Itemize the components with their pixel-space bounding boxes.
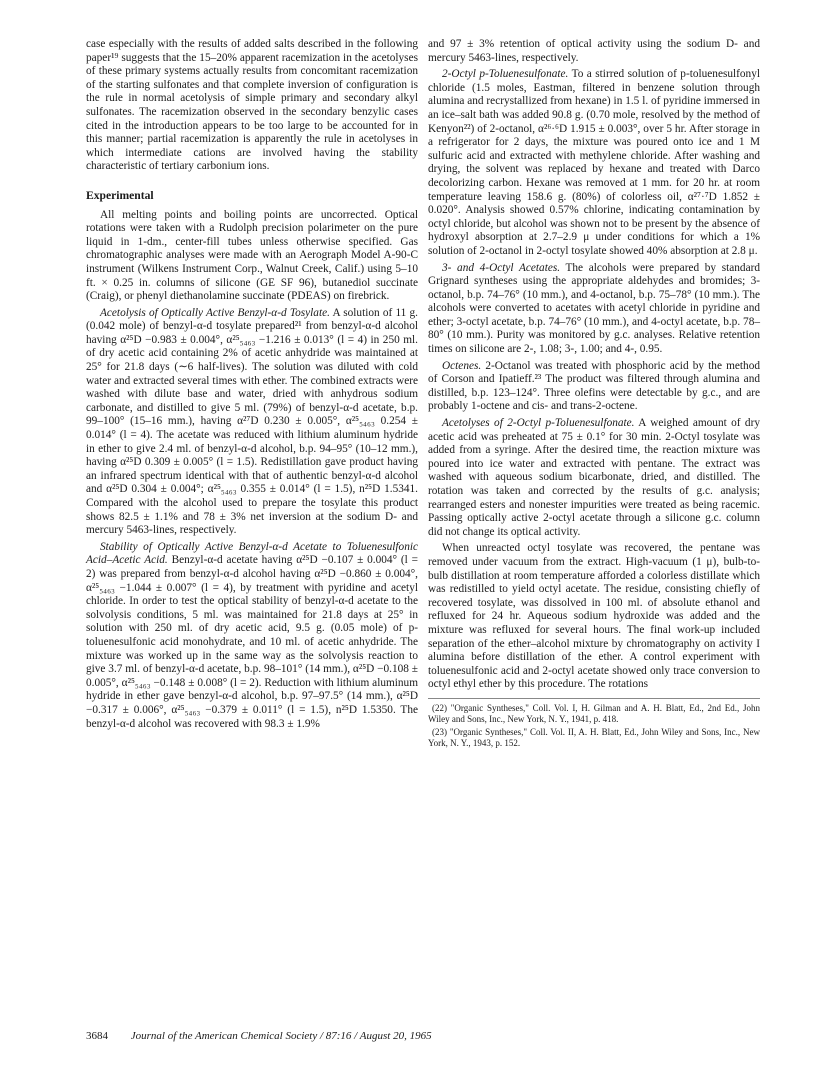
paragraph-body: A weighed amount of dry acetic acid was preheated at 75 ± 0.1° for 30 min. 2-Octyl tosylate was added from a syringe. After the desired time, the reaction mixture was poured into ice water and extracted with pentane. The extract was washed with aqueous sodium bicarbonate, dried, and distilled. The rotation was taken and corrected by the results of g.c. analysis; rearranged esters and nonester impurities were treated as being racemic. Passing optically active 2-octyl acetate through a silicone g.c. column did not change its optical activity. <box>428 417 760 538</box>
paragraph-body: Benzyl-α-d acetate having α²⁵D −0.107 ± 0.004° (l = 2) was prepared from benzyl-α-d alcohol having α²⁵D −0.860 ± 0.004°, α²⁵₅₄₆₃ −1.044 ± 0.007° (l = 4), by treatment with pyridine and acetyl chloride. In order to test the optical stability of benzyl-α-d acetate to the solvolysis conditions, 5 ml. was maintained for 21.8 days at 25° in solution with 250 ml. of dry acetic acid, 9.5 g. (0.05 mole) of p-toluenesulfonic acid monohydrate, and 10 ml. of acetic anhydride. The mixture was worked up in the same way as the solvolysis reaction to give 3.7 ml. of benzyl-α-d acetate, b.p. 98–101° (14 mm.), α²⁵D −0.108 ± 0.005°, α²⁵₅₄₆₃ −0.148 ± 0.008° (l = 2). Reduction with lithium aluminum hydride in ether gave benzyl-α-d alcohol, b.p. 97–97.5° (14 mm.), α²⁵D −0.317 ± 0.006°, α²⁵₅₄₆₃ −0.379 ± 0.011° (l = 1.5), n²⁵D 1.5350. The benzyl-α-d alcohol was recovered with 98.3 ± 1.9% <box>86 554 419 730</box>
acetolyses-paragraph <box>428 417 760 539</box>
page-footer <box>86 1030 432 1042</box>
run-in-heading: Stability of Optically Active Benzyl-α-d Acetate to Toluenesulfonic Acid–Acetic Acid. <box>86 540 418 567</box>
acetolysis-benzyl-paragraph <box>86 307 418 538</box>
octyl-tosylate-paragraph <box>428 68 760 258</box>
paragraph-body: 2-Octanol was treated with phosphoric acid by the method of Corson and Ipatieff.²³ The product was filtered through alumina and distilled, b.p. 123–124°. Three olefins were detectable by g.c., and are probably 1-octene and cis- and trans-2-octene. <box>428 359 760 413</box>
left-column <box>86 38 418 734</box>
journal-citation: Journal of the American Chemical Society / 87:16 / August 20, 1965 <box>130 1030 432 1042</box>
run-in-heading: Octenes. <box>442 359 482 372</box>
footnotes <box>428 698 760 748</box>
paragraph-body: A solution of 11 g. (0.042 mole) of benzyl-α-d tosylate prepared²¹ from benzyl-α-d alcohol having α²⁵D −0.983 ± 0.004°, α²⁵₅₄₆₃ −1.216 ± 0.013° (l = 4) in 250 ml. of dry acetic acid containing 2% of acetic anhydride was maintained at 25° for 21.8 days (∼6 half-lives). The solution was diluted with cold water and extracted several times with ether. The combined extracts were washed with dilute base and water, dried with anhydrous sodium carbonate, and distilled to give 5 ml. (79%) of benzyl-α-d acetate, b.p. 99–100° (15–16 mm.), having α²⁷D 0.230 ± 0.005°, α²⁵₅₄₆₃ 0.254 ± 0.014° (l = 4). The acetate was reduced with lithium aluminum hydride in ether to give 2.4 ml. of benzyl-α-d alcohol, b.p. 94–95° (10–12 mm.), having α²⁵D 0.309 ± 0.005° (l = 1.5). Redistillation gave product having an infrared spectrum identical with that of authentic benzyl-α-d alcohol and α²⁵D 0.304 ± 0.004°; α²⁵₅₄₆₃ 0.355 ± 0.014° (l = 1.5), n²⁵D 1.5341. Compared with the alcohol used to prepare the tosylate this product shows 82.5 ± 1.1% and 78 ± 3% net inversion at the sodium D- and mercury 5463-lines, respectively. <box>86 306 418 537</box>
recovery-paragraph: When unreacted octyl tosylate was recovered, the pentane was removed under vacuum from the extract. High-vacuum (1 μ), bulb-to-bulb distillation at room temperature afforded a colorless distillate which was redistilled to yield octyl acetate. The residue, consisting chiefly of recovered tosylate, was dissolved in 100 ml. of absolute ethanol and refluxed for 24 hr. Aqueous sodium hydroxide was added and the mixture was refluxed for several hours. The final work-up included separation of the ether–alcohol mixture by chromatography on activity I alumina before distillation of the ether. A control experiment with toluenesulfonic acid and 2-octyl acetate showed only trace conversion to octyl ethyl ether by this procedure. The rotations <box>428 542 760 691</box>
footnote-22: (22) "Organic Syntheses," Coll. Vol. I, H. Gilman and A. H. Blatt, Ed., 2nd Ed., John Wiley and Sons, Inc., New York, N. Y., 1941, p. 418. <box>428 702 760 724</box>
continuation-paragraph: and 97 ± 3% retention of optical activity using the sodium D- and mercury 5463-lines, respectively. <box>428 38 760 64</box>
stability-paragraph <box>86 541 418 731</box>
paragraph-body: The alcohols were prepared by standard Grignard syntheses using the appropriate aldehydes and bromides; 3-octanol, b.p. 74–76° (10 mm.), and 4-octanol, b.p. 75–78° (10 mm.). The alcohols were converted to acetates with acetyl chloride in pyridine and ether; 3-octyl acetate, b.p. 74–76° (10 mm.), and 4-octyl acetate, b.p. 78–80° (10 mm.). Purity was monitored by g.c. analyses. Relative retention times on silicone are 2-, 1.08; 3-, 1.00; and 4-, 0.95. <box>428 261 760 356</box>
run-in-heading: Acetolysis of Optically Active Benzyl-α-d Tosylate. <box>100 306 330 319</box>
run-in-heading: Acetolyses of 2-Octyl p-Toluenesulfonate. <box>442 417 635 430</box>
right-column <box>428 38 760 751</box>
general-methods-paragraph: All melting points and boiling points are uncorrected. Optical rotations were taken with a Rudolph precision polarimeter on the pure liquid in 1-dm., center-fill tubes unless otherwise specified. Gas chromatographic analyses were made with an Aerograph Model A-90-C instrument (Wilkens Instrument Corp., Walnut Creek, Calif.) using 5–10 ft. × 0.25 in. columns of silicone (GE SF 96), butanediol succinate (Craig), or phenyl diethanolamine succinate (PDEAS) on firebrick. <box>86 208 418 303</box>
intro-paragraph: case especially with the results of added salts described in the following paper¹⁹ suggests that the 15–20% apparent racemization in the acetolyses of these primary systems actually results from concomitant racemization of the starting sulfonates and that complete inversion of configuration is the rule in normal acetolysis of simple primary and secondary alkyl sulfonates. The racemization observed in the secondary benzylic cases cited in the introduction appears to be too large to be accounted for in this manner; partial racemization is apparently the rule in acetolyses in which intermediate cations are involved having the stability characteristic of tertiary carbonium ions. <box>86 38 418 173</box>
footnote-23: (23) "Organic Syntheses," Coll. Vol. II, A. H. Blatt, Ed., John Wiley and Sons, Inc., New York, N. Y., 1943, p. 152. <box>428 727 760 748</box>
experimental-heading: Experimental <box>86 188 154 202</box>
octyl-acetates-paragraph <box>428 262 760 357</box>
run-in-heading: 3- and 4-Octyl Acetates. <box>442 261 561 274</box>
page-number: 3684 <box>86 1030 108 1042</box>
run-in-heading: 2-Octyl p-Toluenesulfonate. <box>442 68 569 81</box>
octenes-paragraph <box>428 360 760 414</box>
paragraph-body: To a stirred solution of p-toluenesulfonyl chloride (1.5 moles, Eastman, filtered in benzene solution through alumina and recrystallized from hexane) in 1.5 l. of pyridine immersed in an ice–salt bath was added 90.8 g. (0.70 mole, resolved by the method of Kenyon²²) of 2-octanol, α²⁶·⁶D 1.915 ± 0.003°, over 5 hr. After storage in a refrigerator for 2 days, the mixture was poured onto ice and 1 M sulfuric acid and extracted with methylene chloride. After washing and drying, the solvent was replaced by hexane and treated with Darco decolorizing carbon. Hexane was removed at 1 mm. for 20 hr. at room temperature leaving 158.6 g. (80%) of colorless oil, α²⁷·⁷D 1.852 ± 0.020°. Analysis showed 0.57% chlorine, indicating contamination by octyl chloride, but alcohol was shown not to be present by the absence of hydroxyl absorption at 2.7–2.9 μ under conditions for which a 1% solution of 2-octanol in 2-octyl tosylate showed 40% absorption at 2.8 μ. <box>428 68 760 257</box>
